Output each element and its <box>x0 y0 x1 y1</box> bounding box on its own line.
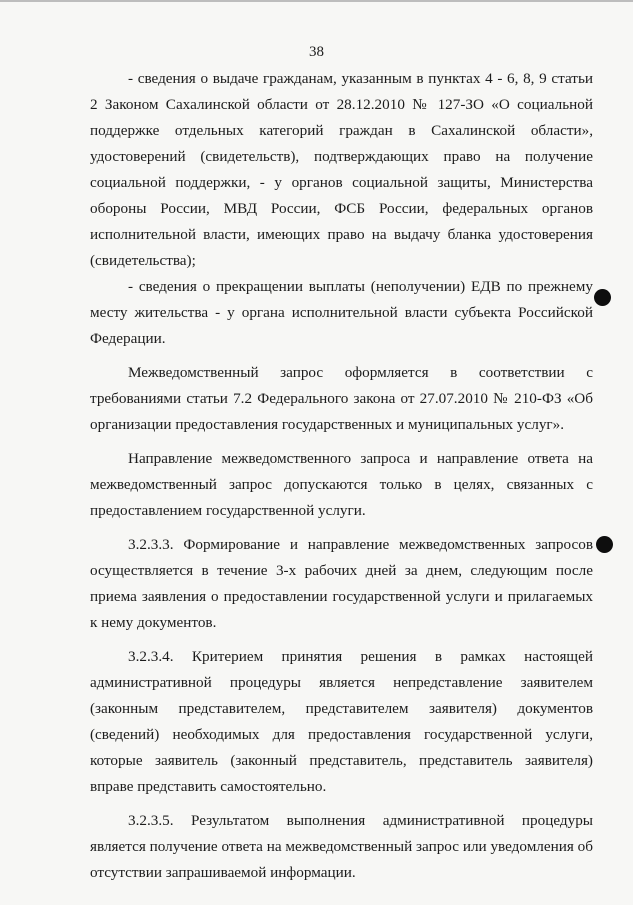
document-body <box>90 66 593 886</box>
binder-hole-punch <box>594 289 611 306</box>
paragraph-certificates-info: - сведения о выдаче гражданам, указанным в пунктах 4 - 6, 8, 9 статьи 2 Законом Сахалинской области от 28.12.2010 № 127-ЗО «О социальной поддержке отдельных категорий граждан в Сахалинской области», удостоверений (свидетельств), подтверждающих право на получение социальной поддержки, - у органов социальной защиты, Министерства обороны России, МВД России, ФСБ России, федеральных органов исполнительной власти, имеющих право на выдачу бланка удостоверения (свидетельства); <box>90 70 593 269</box>
paragraph-3-2-3-3: 3.2.3.3. Формирование и направление межведомственных запросов осуществляется в течение 3-х рабочих дней за днем, следующим после приема заявления о предоставлении государственной услуги и прилагаемых к нему документов. <box>90 536 593 631</box>
paragraph-3-2-3-5: 3.2.3.5. Результатом выполнения административной процедуры является получение ответа на межведомственный запрос или уведомления об отсутствии запрашиваемой информации. <box>90 812 593 881</box>
paragraph-interagency-request-form: Межведомственный запрос оформляется в соответствии с требованиями статьи 7.2 Федерального закона от 27.07.2010 № 210-ФЗ «Об организации предоставления государственных и муниципальных услуг». <box>90 364 593 433</box>
page-number: 38 <box>309 44 324 60</box>
paragraph-3-2-3-4: 3.2.3.4. Критерием принятия решения в рамках настоящей административной процедуры является непредставление заявителем (законным представителем, представителем заявителя) документов (сведений) необходимых для предоставления государственной услуги, которые заявитель (законный представитель, представитель заявителя) вправе представить самостоятельно. <box>90 648 593 795</box>
binder-hole-punch <box>596 536 613 553</box>
paragraph-edv-termination: - сведения о прекращении выплаты (неполучении) ЕДВ по прежнему месту жительства - у органа исполнительной власти субъекта Российской Федерации. <box>90 278 593 347</box>
paragraph-request-purpose: Направление межведомственного запроса и направление ответа на межведомственный запрос допускаются только в целях, связанных с предоставлением государственной услуги. <box>90 450 593 519</box>
scan-top-edge <box>0 0 633 2</box>
